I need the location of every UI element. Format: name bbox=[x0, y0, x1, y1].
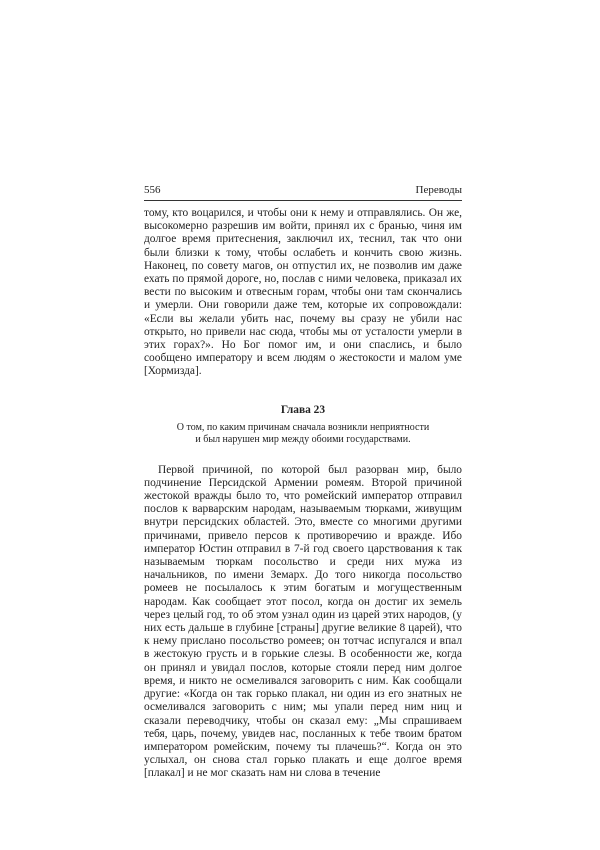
section-title: Переводы bbox=[415, 184, 462, 196]
chapter-subtitle bbox=[144, 422, 462, 446]
page-number: 556 bbox=[144, 184, 161, 196]
chapter-subtitle-line: О том, по каким причинам сначала возникли неприятности bbox=[176, 421, 430, 433]
chapter-subtitle-line: и был нарушен мир между обоими государствами. bbox=[195, 433, 411, 445]
body-paragraph: тому, кто воцарился, и чтобы они к нему и отправлялись. Он же, высокомерно разрешив им войти, принял их с бранью, чиня им долгое время притеснения, заключил их, теснил, так что они были близки к тому, чтобы ослабеть и кончить свою жизнь. Наконец, по совету магов, он отпустил их, не позволив им даже ехать по прямой дороге, но, послав с ними человека, приказал их вести по высоким и отвесным горам, чтобы они там скончались и умерли. Они говорили даже тем, которые их сопровождали: «Если вы желали убить нас, почему вы сразу не убили нас открыто, но привели нас сюда, чтобы мы от усталости умерли в этих горах?». Но Бог помог им, и они спаслись, и было сообщено императору и всем людям о жестокости и малом уме [Хормизда]. bbox=[144, 207, 462, 378]
running-head bbox=[144, 184, 462, 201]
chapter-title: Глава 23 bbox=[280, 403, 326, 416]
book-page bbox=[144, 184, 462, 781]
body-paragraph: Первой причиной, по которой был разорван мир, было подчинение Персидской Армении ромеям. Второй причиной жестокой вражды было то, что ромейский император отправил послов к варварским народам, называемым тюрками, живущим внутри персидских областей. Это, вместе со многими другими причинами, привело персов к противоречию и вражде. Ибо император Юстин отправил в 7-й год своего царствования к так называемым тюркам посольство и среди них мужа из начальников, по имени Земарх. До того никогда посольство ромеев не посылалось к этим богатым и могущественным народам. Как сообщает этот посол, когда он достиг их земель через целый год, то об этом узнал один из царей этих народов, (у них есть дальше в глубине [страны] другие великие 8 царей), что к нему прислано посольство ромеев; он тотчас испугался и впал в жестокую грусть и в горькие слезы. В особенности же, когда он принял и увидал послов, которые стояли перед ним долгое время, и никто не осмеливался заговорить с ним. Как сообщали другие: «Когда он так горько плакал, ни один из его знатных не осмеливался заговорить с ним; мы упали перед ним ниц и сказали переводчику, чтобы он сказал ему: „Мы спрашиваем тебя, царь, почему, увидев нас, посланных к тебе твоим братом императором ромейским, почему ты плачешь?“. Когда он это услыхал, он снова стал горько плакать и еще долгое время [плакал] и не мог сказать нам ни слова в течение bbox=[144, 463, 462, 780]
